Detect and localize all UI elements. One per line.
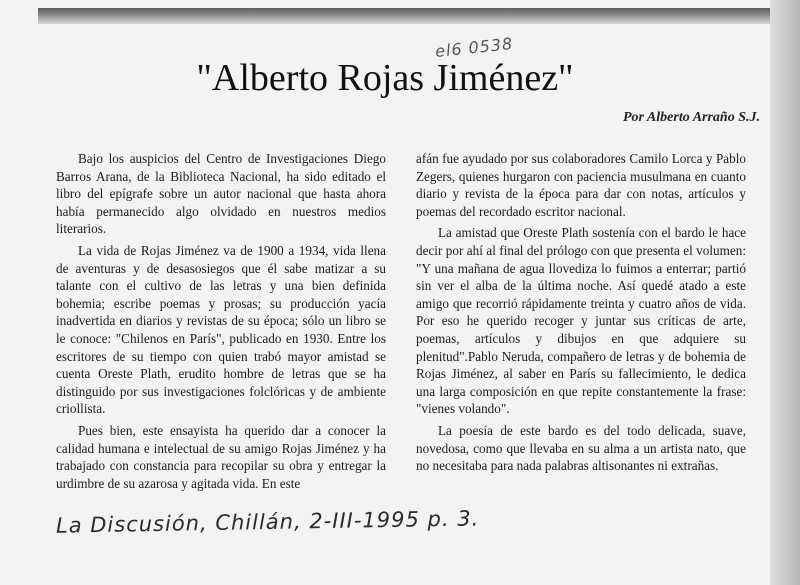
paragraph: La vida de Rojas Jiménez va de 1900 a 1934, vida llena de aventuras y de desasosiegos que él sabe matizar a su talante con el cultivo de las letras y una bien definida bohemia; escribe poemas y prosas; su producción yacía inadvertida en diarios y revistas de su época; sólo un libro se le conoce: "Chilenos en París", publicado en 1930. Entre los escritores de su tiempo con quien trabó mayor amistad se cuenta Oreste Plath, erudito hombre de letras que se ha distinguido por sus investigaciones folclóricas y de ambiente criollista.	[56, 242, 386, 417]
scan-top-edge	[38, 8, 780, 24]
paragraph: afán fue ayudado por sus colaboradores Camilo Lorca y Pablo Zegers, quienes hurgaron con paciencia musulmana en cuanto diario y revista de la época para dar con notas, artículos y poemas del recordado escritor nacional.	[416, 151, 746, 219]
paragraph: La amistad que Oreste Plath sostenía con el bardo le hace decir por ahí al final del prólogo con que presenta el volumen: "Y una mañana de agua llovediza lo fuimos a enterrar; partió sin ver el alba de la última noche. Así quedé atado a este amigo que recorrió rápidamente treinta y cuatro años de vida. Por eso he querido recoger y juntar sus críticas de arte, poemas, artículos y dibujos en que adquiere su plenitud".Pablo Neruda, compañero de letras y de bohemia de Rojas Jiménez, al saber en París su fallecimiento, le dedica una larga composición en que repite constantemente la frase: "vienes volando".	[416, 225, 746, 417]
paragraph: La poesía de este bardo es del todo delicada, suave, novedosa, como que llevaba en su alma a un artista nato, que no necesitaba para nada palabras altisonantes ni extrañas.	[416, 422, 746, 474]
article-title: "Alberto Rojas Jiménez"	[196, 57, 574, 99]
left-column	[56, 150, 386, 496]
scan-right-edge	[770, 0, 800, 585]
handwritten-catalog-note: el6 0538	[434, 33, 515, 62]
right-column	[416, 150, 746, 479]
article-byline: Por Alberto Arraño S.J.	[622, 110, 760, 125]
handwritten-source-note: La Discusión, Chillán, 2-III-1995 p. 3.	[55, 506, 480, 538]
paragraph: Bajo los auspicios del Centro de Investigaciones Diego Barros Arana, de la Biblioteca Nacional, ha sido editado el libro del epígrafe sobre un autor nacional que hasta ahora había permanecido algo olvidado en nuestros medios literarios.	[56, 151, 386, 237]
paragraph: Pues bien, este ensayista ha querido dar a conocer la calidad humana e intelectual de su amigo Rojas Jiménez y ha trabajado con constancia para recopilar su obra y entregar la urdimbre de su azarosa y agitada vida. En este	[56, 422, 386, 491]
